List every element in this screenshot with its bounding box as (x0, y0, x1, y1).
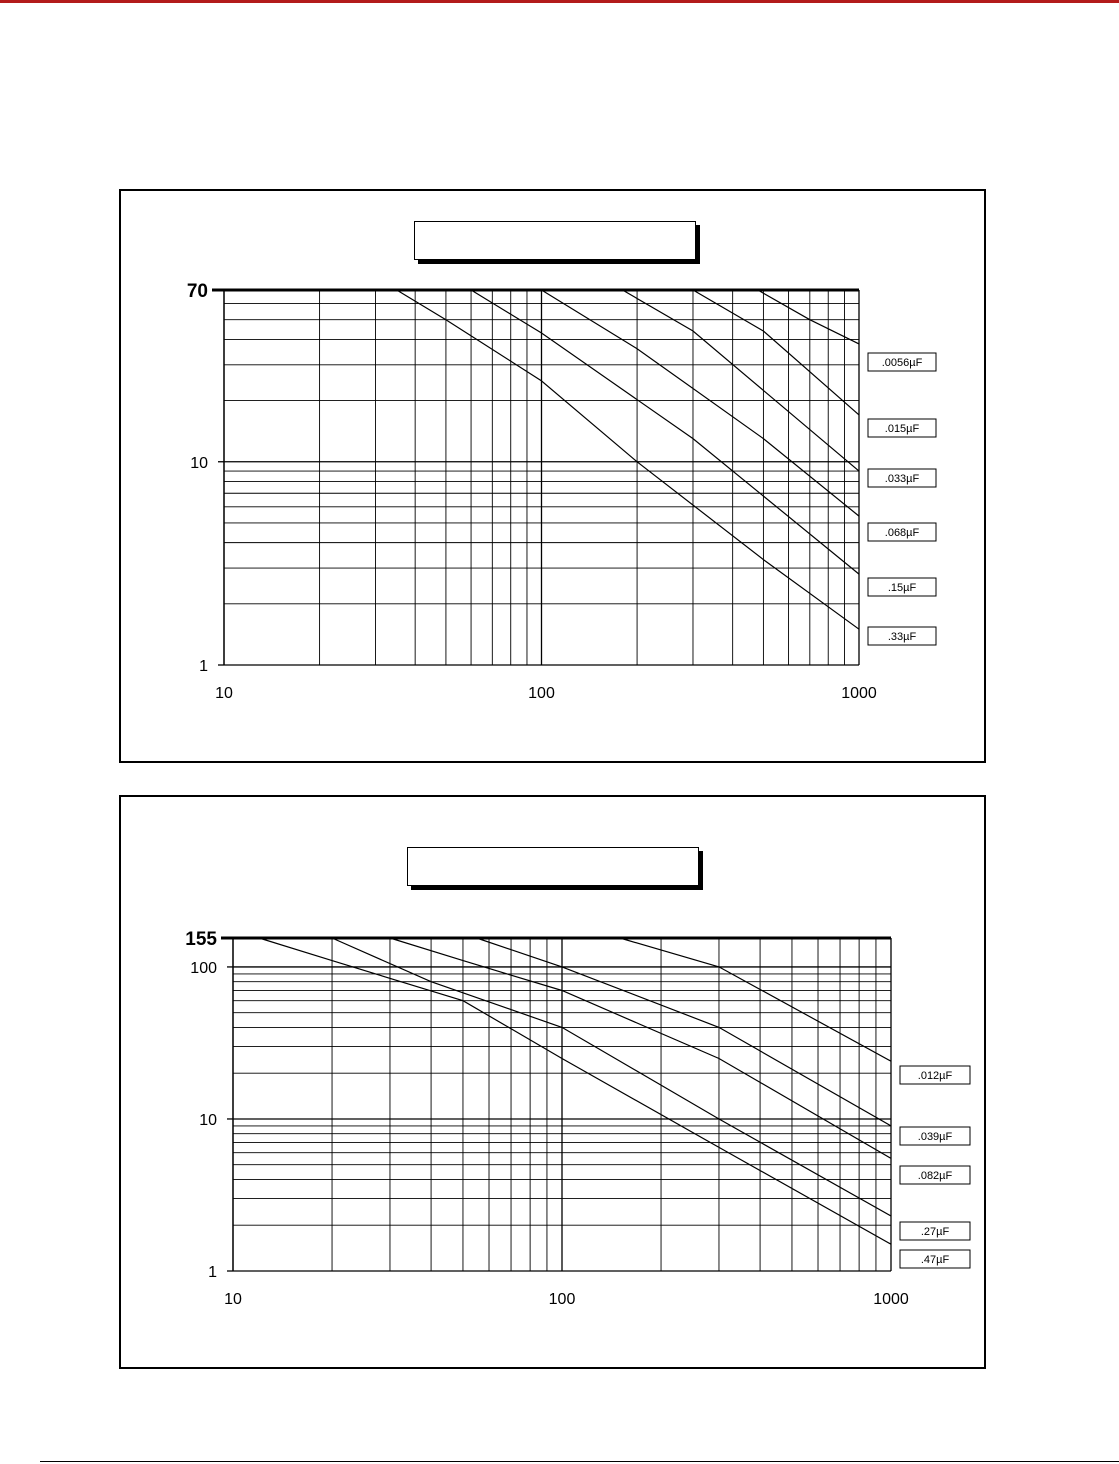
chart-panel-1 (119, 189, 986, 763)
x-tick-label: 1000 (841, 685, 877, 702)
series-line (542, 290, 860, 516)
bottom-rule (40, 1461, 1119, 1462)
legend-label: .015µF (884, 423, 920, 435)
x-tick-label: 1000 (873, 1291, 909, 1308)
y-tick-label: 10 (199, 1111, 217, 1129)
legend-label: .33µF (887, 631, 917, 643)
series-line (471, 290, 859, 574)
y-tick-label: 70 (186, 281, 208, 302)
legend-label: .033µF (884, 473, 920, 485)
chart-panel-2 (119, 795, 986, 1369)
legend-label: .082µF (917, 1170, 953, 1182)
legend-label: .0056µF (881, 357, 923, 369)
legend-label: .068µF (884, 527, 920, 539)
chart-1 (121, 191, 984, 761)
legend-label: .27µF (920, 1226, 950, 1238)
y-tick-label: 100 (190, 959, 217, 977)
y-tick-label: 1 (208, 1264, 217, 1281)
y-tick-label: 155 (185, 929, 217, 950)
x-tick-label: 100 (528, 685, 555, 702)
x-tick-label: 10 (215, 685, 233, 702)
series-line (620, 938, 891, 1061)
series-line (332, 938, 891, 1216)
y-tick-label: 1 (199, 658, 208, 675)
series-line (758, 290, 859, 344)
y-tick-label: 10 (190, 454, 208, 472)
x-tick-label: 10 (224, 1291, 242, 1308)
x-tick-label: 100 (548, 1291, 576, 1308)
legend-label: .47µF (920, 1254, 950, 1266)
legend-label: .012µF (917, 1070, 953, 1082)
legend-label: .15µF (887, 582, 917, 594)
series-line (390, 938, 891, 1158)
chart-2 (121, 797, 984, 1367)
top-rule (0, 0, 1119, 3)
series-line (477, 938, 891, 1126)
legend-label: .039µF (917, 1131, 953, 1143)
